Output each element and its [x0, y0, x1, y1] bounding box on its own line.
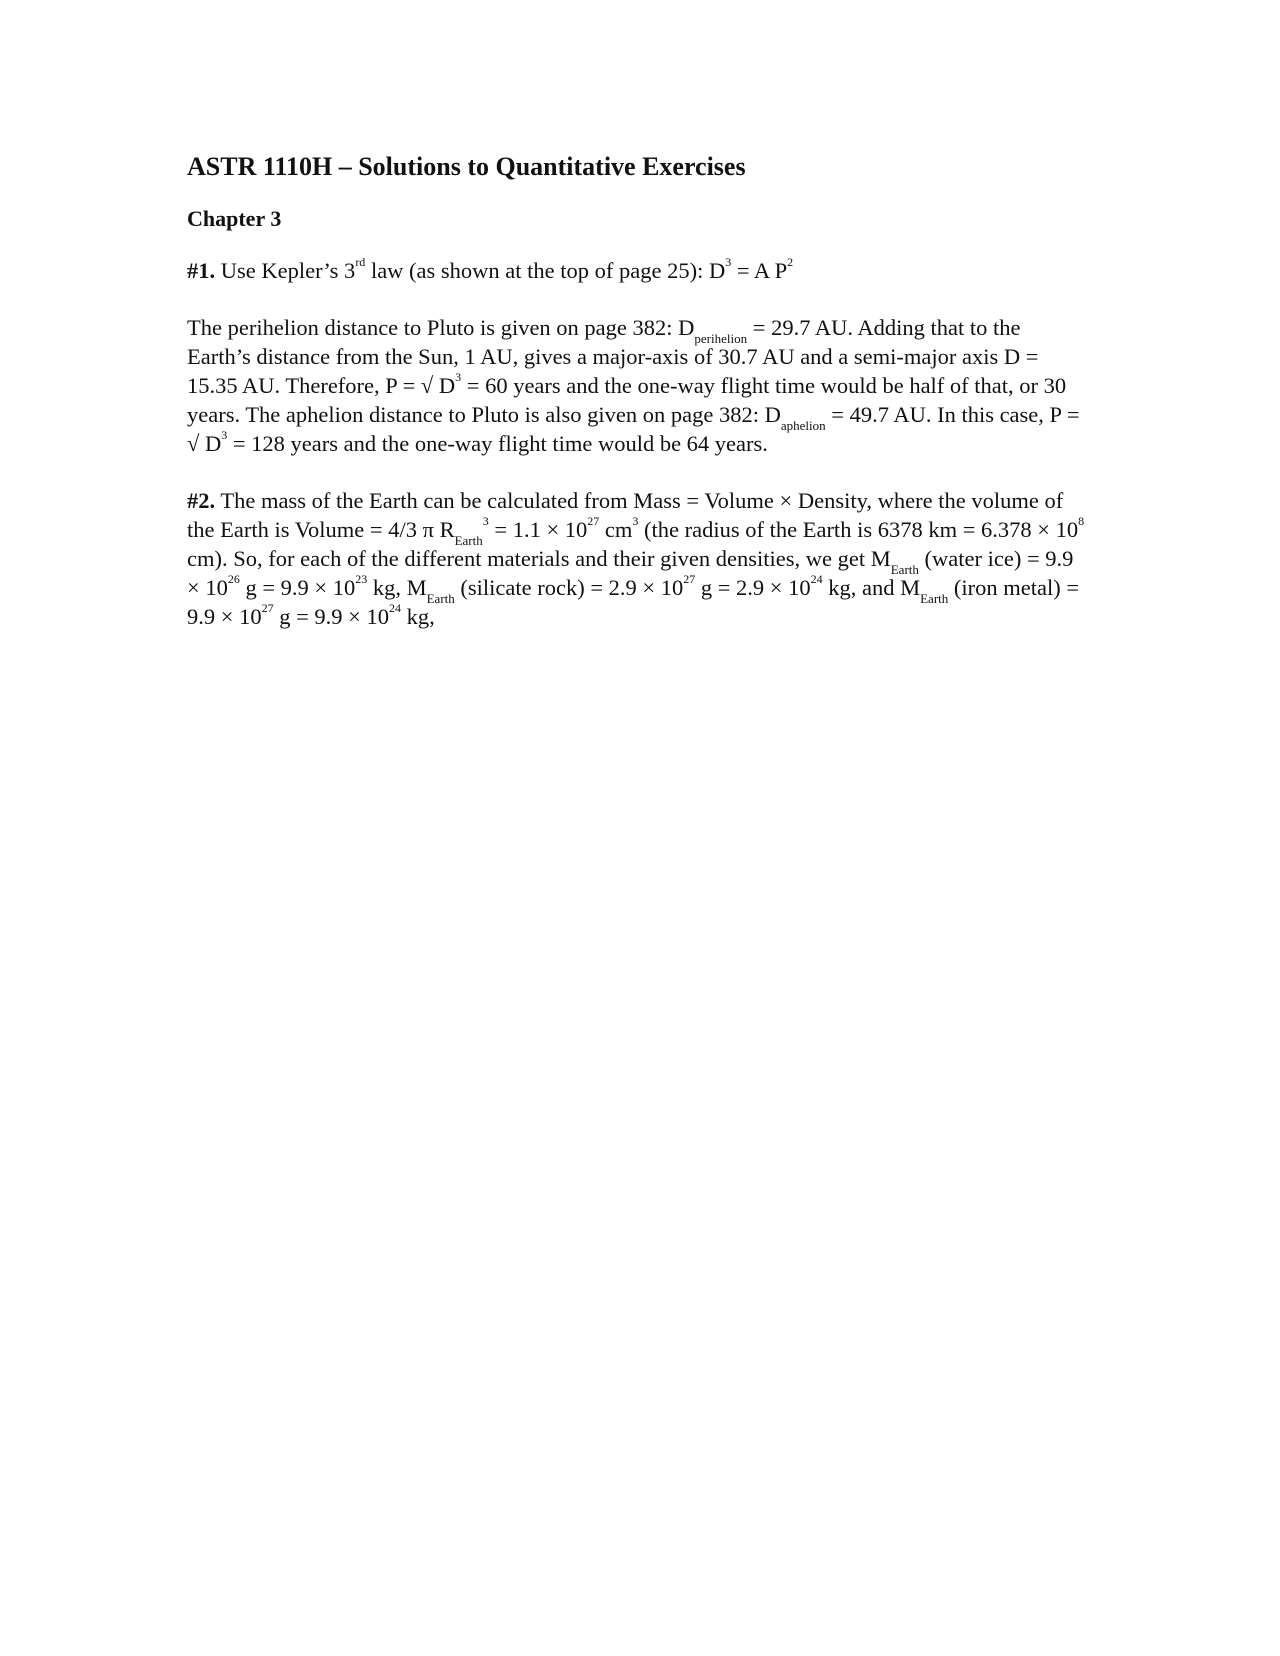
text-run: law (as shown at the top of page 25): D	[365, 258, 726, 283]
document-title: ASTR 1110H – Solutions to Quantitative Exercises	[187, 152, 746, 181]
superscript: 2	[787, 254, 794, 269]
superscript: 27	[261, 600, 274, 615]
superscript: 23	[355, 571, 368, 586]
text-run: (water ice) = 9.9 × 10	[187, 546, 1074, 600]
text-run: kg, M	[367, 575, 427, 600]
chapter-heading: Chapter 3	[187, 206, 282, 231]
document-content	[187, 150, 1087, 659]
superscript: 3	[632, 513, 639, 528]
text-run: The perihelion distance to Pluto is given on page 382: D	[187, 315, 695, 340]
superscript: rd	[355, 254, 366, 269]
text-run: g = 9.9 × 10	[239, 575, 356, 600]
text-run: = 1.1 × 10	[488, 517, 588, 542]
superscript: 8	[1078, 513, 1085, 528]
superscript: 27	[683, 571, 696, 586]
subscript: Earth	[890, 561, 919, 577]
superscript: 24	[810, 571, 823, 586]
text-run: (iron metal) = 9.9 × 10	[187, 575, 1080, 629]
superscript: 3	[725, 254, 732, 269]
exercise-1-number: #1.	[187, 258, 216, 283]
exercise-2-solution	[187, 486, 1087, 631]
exercise-2-number: #2.	[187, 488, 216, 513]
exercise-1-solution	[187, 313, 1087, 458]
text-run: = 128 years and the one-way flight time would be 64 years.	[227, 431, 768, 456]
text-run: g = 9.9 × 10	[273, 604, 389, 629]
text-run: g = 2.9 × 10	[695, 575, 811, 600]
superscript: 3	[455, 369, 462, 384]
text-run: (the radius of the Earth is 6378 km = 6.378 × 10	[638, 517, 1079, 542]
superscript: 24	[388, 600, 401, 615]
subscript: Earth	[454, 532, 483, 548]
superscript: 3	[221, 427, 228, 442]
text-run: cm). So, for each of the different materials and their given densities, we get M	[187, 546, 891, 571]
text-run: = 29.7 AU. Adding that to the Earth’s distance from the Sun, 1 AU, gives a major-axis of 30.7 AU and a semi-major axis D = 15.35 AU. Therefore, P = √ D	[187, 315, 1039, 398]
text-run: = A P	[731, 258, 788, 283]
text-run: = 60 years and the one-way flight time would be half of that, or 30 years. The aphelion distance to Pluto is also given on page 382: D	[187, 373, 1067, 427]
exercise-1-intro	[187, 256, 1087, 285]
subscript: Earth	[426, 590, 455, 606]
text-run: (silicate rock) = 2.9 × 10	[454, 575, 684, 600]
text-run: cm	[599, 517, 633, 542]
text-run: kg, and M	[822, 575, 921, 600]
subscript: Earth	[920, 590, 949, 606]
subscript: aphelion	[780, 417, 826, 433]
superscript: 26	[227, 571, 240, 586]
superscript: 3	[482, 513, 489, 528]
text-run: kg,	[400, 604, 435, 629]
text-run: Use Kepler’s 3	[215, 258, 356, 283]
text-run: The mass of the Earth can be calculated from Mass = Volume × Density, where the volume of the Earth is Volume = 4/3 π R	[187, 488, 1064, 542]
subscript: perihelion	[694, 330, 748, 346]
superscript: 27	[587, 513, 600, 528]
text-run: = 49.7 AU. In this case, P = √ D	[187, 402, 1080, 456]
